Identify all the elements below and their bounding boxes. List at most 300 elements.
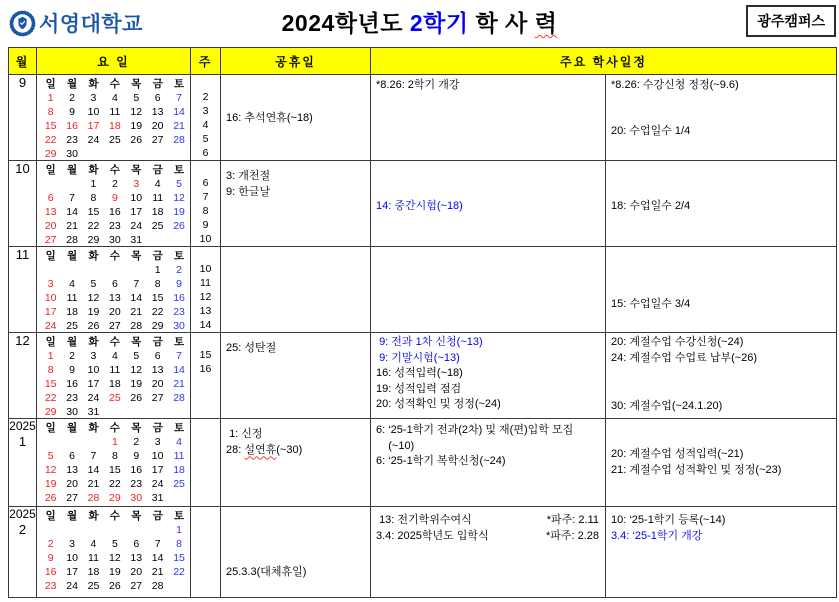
calendar-week-row xyxy=(40,434,190,448)
schedule-right-cell-9 xyxy=(606,75,837,161)
day-number: 29 xyxy=(151,320,164,332)
week-number-list xyxy=(191,247,220,332)
schedule-line: 6: ‘25-1학기 전과(2차) 및 재(편)입학 모집 xyxy=(376,424,574,436)
week-number: 6 xyxy=(202,177,209,189)
day-number: 21 xyxy=(173,120,185,132)
calendar-week-row xyxy=(40,190,190,204)
calendar-cell-2025-1 xyxy=(37,419,191,507)
day-number: 19 xyxy=(109,566,121,578)
day-number: 13 xyxy=(151,106,164,118)
day-of-week-label: 수 xyxy=(109,510,120,522)
day-number: 12 xyxy=(130,106,143,118)
holiday-cell-2025-1 xyxy=(221,419,371,507)
calendar-week-row xyxy=(40,564,190,578)
day-number: 23 xyxy=(130,478,143,490)
day-number: 19 xyxy=(173,206,185,218)
day-of-week-label: 금 xyxy=(152,78,163,90)
week-number: 3 xyxy=(202,105,209,117)
day-number: 18 xyxy=(66,306,78,318)
month-label: 1 xyxy=(18,434,27,449)
week-number: 2 xyxy=(202,91,209,103)
schedule-line: (~10) xyxy=(376,439,415,452)
day-number: 20 xyxy=(151,378,164,390)
day-number: 17 xyxy=(151,464,164,476)
day-of-week-label: 월 xyxy=(67,336,78,348)
day-of-week-label: 목 xyxy=(131,164,142,176)
schedule-line: 24: 계절수업 수업료 납부(~26) xyxy=(611,351,758,364)
day-number: 2 xyxy=(69,350,75,362)
day-number: 22 xyxy=(44,392,57,404)
week-cell-2025-1 xyxy=(191,419,221,507)
day-of-week-label: 화 xyxy=(88,336,99,348)
day-of-week-label: 토 xyxy=(173,336,185,348)
month-cell-10 xyxy=(9,161,37,247)
day-number: 27 xyxy=(66,492,78,504)
day-number: 28 xyxy=(173,392,185,404)
day-number: 26 xyxy=(130,134,143,146)
day-number: 14 xyxy=(87,464,100,476)
day-number: 18 xyxy=(109,120,121,132)
week-number-list xyxy=(191,507,220,592)
month-label: 10 xyxy=(15,161,30,176)
day-of-week-label: 수 xyxy=(109,422,120,434)
day-number: 10 xyxy=(44,292,57,304)
mini-calendar-9 xyxy=(37,75,190,160)
day-number: 23 xyxy=(66,392,78,404)
holiday-line: 1: 신정 xyxy=(226,428,263,440)
day-of-week-label: 금 xyxy=(152,164,163,176)
day-number: 9 xyxy=(133,450,140,462)
day-number: 17 xyxy=(130,206,143,218)
calendar-cell-9 xyxy=(37,75,191,161)
calendar-cell-12 xyxy=(37,333,191,419)
day-number: 7 xyxy=(90,450,97,462)
week-number: 4 xyxy=(202,119,209,131)
day-number: 26 xyxy=(130,392,143,404)
holiday-cell-2025-2 xyxy=(221,507,371,598)
day-number: 28 xyxy=(173,134,185,146)
day-number: 12 xyxy=(44,464,57,476)
day-of-week-label: 월 xyxy=(67,422,78,434)
day-number: 3 xyxy=(90,350,97,362)
week-cell-12 xyxy=(191,333,221,419)
day-of-week-label: 월 xyxy=(67,510,78,522)
schedule-right-cell-10 xyxy=(606,161,837,247)
day-number: 8 xyxy=(154,278,161,290)
month-label: 11 xyxy=(15,247,30,262)
calendar-week-row xyxy=(40,290,190,304)
day-number: 10 xyxy=(87,106,100,118)
day-number: 15 xyxy=(44,378,57,390)
day-number: 3 xyxy=(69,538,75,550)
day-number: 8 xyxy=(90,192,97,204)
week-number xyxy=(191,564,220,578)
day-number: 28 xyxy=(66,234,78,246)
day-number: 4 xyxy=(111,350,118,362)
schedule-line: 18: 수업일수 2/4 xyxy=(611,200,691,212)
mini-calendar-12 xyxy=(37,333,190,418)
week-number xyxy=(191,448,220,462)
day-number: 21 xyxy=(66,220,78,232)
week-number: 13 xyxy=(199,305,212,317)
schedule-right-cell-2025-2 xyxy=(606,507,837,598)
day-number: 2 xyxy=(69,92,75,104)
day-number: 25 xyxy=(109,134,121,146)
schedule-line: 30: 계절수업(~24.1.20) xyxy=(611,400,723,412)
schedule-left-cell-9 xyxy=(371,75,606,161)
day-number: 5 xyxy=(47,450,54,462)
col-header-week: 주 xyxy=(191,48,221,75)
day-number: 26 xyxy=(109,580,121,592)
day-number: 20 xyxy=(66,478,78,490)
holiday-line-part: 28: xyxy=(226,443,245,456)
day-number: 16 xyxy=(44,566,57,578)
day-number: 29 xyxy=(109,492,121,504)
day-number: 29 xyxy=(87,234,100,246)
week-number: 12 xyxy=(199,291,212,303)
month-row-9 xyxy=(9,75,837,161)
schedule-line-note: *파주: 2.28 xyxy=(545,529,599,542)
day-number: 4 xyxy=(111,92,118,104)
calendar-cell-2025-2 xyxy=(37,507,191,598)
day-number: 13 xyxy=(109,292,121,304)
month-label: 2025 xyxy=(9,507,36,521)
day-of-week-label: 목 xyxy=(131,336,142,348)
schedule-line: *8.26: 2학기 개강 xyxy=(376,79,460,91)
col-header-holiday: 공휴일 xyxy=(221,48,371,75)
day-number: 13 xyxy=(44,206,57,218)
day-number: 11 xyxy=(66,292,78,304)
mini-calendar-2025-1 xyxy=(37,419,190,504)
day-of-week-header xyxy=(40,334,190,348)
day-of-week-header xyxy=(40,76,190,90)
month-cell-12 xyxy=(9,333,37,419)
schedule-right-cell-12 xyxy=(606,333,837,419)
campus-button[interactable]: 광주캠퍼스 xyxy=(746,5,836,37)
schedule-right-cell-2025-1 xyxy=(606,419,837,507)
schedule-line: 6: ‘25-1학기 복학신청(~24) xyxy=(376,455,506,467)
schedule-line: 21: 계절수업 성적확인 및 정정(~23) xyxy=(611,463,782,476)
mini-calendar-2025-2 xyxy=(37,507,190,592)
calendar-week-row xyxy=(40,536,190,550)
week-number: 11 xyxy=(200,277,211,289)
day-of-week-label: 금 xyxy=(152,422,163,434)
day-number: 3 xyxy=(133,178,140,190)
day-of-week-label: 일 xyxy=(45,78,56,90)
week-number xyxy=(191,578,220,592)
calendar-week-row xyxy=(40,90,190,104)
day-number: 30 xyxy=(66,148,78,160)
day-number: 24 xyxy=(130,220,143,232)
col-header-month: 월 xyxy=(9,48,37,75)
day-number: 25 xyxy=(173,478,185,490)
calendar-week-row xyxy=(40,462,190,476)
week-number: 10 xyxy=(199,233,212,245)
day-number: 28 xyxy=(130,320,143,332)
mini-calendar-11 xyxy=(37,247,190,332)
calendar-week-row xyxy=(40,104,190,118)
calendar-week-row xyxy=(40,146,190,160)
calendar-week-row xyxy=(40,132,190,146)
day-of-week-label: 화 xyxy=(88,250,99,262)
day-of-week-header xyxy=(40,248,190,262)
week-number-list xyxy=(191,75,220,160)
day-number: 23 xyxy=(173,306,185,318)
week-number: 10 xyxy=(199,263,212,275)
schedule-line: *8.26: 수강신청 정정(~9.6) xyxy=(611,79,739,91)
day-number: 21 xyxy=(130,306,143,318)
day-of-week-header xyxy=(40,508,190,522)
day-number: 9 xyxy=(69,364,75,376)
calendar-week-row xyxy=(40,490,190,504)
week-cell-2025-2 xyxy=(191,507,221,598)
day-number: 17 xyxy=(87,120,100,132)
calendar-week-row xyxy=(40,176,190,190)
day-number: 13 xyxy=(66,464,78,476)
day-number: 3 xyxy=(90,92,97,104)
schedule-line xyxy=(371,529,605,545)
day-number: 5 xyxy=(111,538,118,550)
day-number: 24 xyxy=(87,392,100,404)
day-number: 17 xyxy=(66,566,78,578)
calendar-week-row xyxy=(40,218,190,232)
day-of-week-label: 일 xyxy=(45,250,56,262)
day-of-week-label: 화 xyxy=(88,422,99,434)
day-number: 10 xyxy=(151,450,164,462)
day-number: 2 xyxy=(111,178,118,190)
day-of-week-label: 토 xyxy=(173,422,185,434)
day-number: 29 xyxy=(44,406,57,418)
mini-calendar-10 xyxy=(37,161,190,246)
week-number xyxy=(191,522,220,536)
holiday-line-part: (~30) xyxy=(276,443,303,456)
day-of-week-label: 일 xyxy=(45,336,56,348)
day-of-week-label: 수 xyxy=(109,164,120,176)
day-of-week-header xyxy=(40,420,190,434)
schedule-right-cell-11 xyxy=(606,247,837,333)
calendar-week-row xyxy=(40,348,190,362)
day-number: 18 xyxy=(109,378,121,390)
month-row-2025-2 xyxy=(9,507,837,598)
day-number: 8 xyxy=(111,450,118,462)
calendar-week-row xyxy=(40,522,190,536)
holiday-cell-12 xyxy=(221,333,371,419)
day-number: 3 xyxy=(47,278,54,290)
calendar-week-row xyxy=(40,390,190,404)
day-number: 2 xyxy=(133,436,140,448)
day-number: 28 xyxy=(151,580,164,592)
schedule-line: 3.4: ‘25-1학기 개강 xyxy=(611,529,703,542)
day-number: 19 xyxy=(44,478,57,490)
day-of-week-label: 토 xyxy=(173,164,185,176)
day-number: 14 xyxy=(130,292,143,304)
week-number: 16 xyxy=(199,363,212,375)
day-of-week-label: 토 xyxy=(173,78,185,90)
day-number: 23 xyxy=(109,220,121,232)
week-number xyxy=(191,476,220,490)
day-of-week-label: 월 xyxy=(67,78,78,90)
day-number: 22 xyxy=(44,134,57,146)
day-number: 6 xyxy=(47,192,54,204)
week-number-list xyxy=(191,419,220,504)
day-number: 11 xyxy=(88,552,99,564)
month-row-2025-1 xyxy=(9,419,837,507)
week-number: 7 xyxy=(202,191,209,203)
day-number: 7 xyxy=(176,350,182,362)
day-number: 7 xyxy=(133,278,140,290)
page-title xyxy=(0,5,839,38)
day-number: 10 xyxy=(66,552,78,564)
schedule-line: 10: ‘25-1학기 등록(~14) xyxy=(611,514,726,526)
day-number: 26 xyxy=(87,320,100,332)
month-label: 2025 xyxy=(9,419,36,433)
day-number: 9 xyxy=(111,192,118,204)
col-header-days: 요 일 xyxy=(37,48,191,75)
week-number xyxy=(191,404,220,418)
col-header-schedule: 주요 학사일정 xyxy=(371,48,837,75)
day-number: 13 xyxy=(151,364,164,376)
month-cell-11 xyxy=(9,247,37,333)
day-number: 20 xyxy=(151,120,164,132)
day-number: 21 xyxy=(151,566,164,578)
day-number: 22 xyxy=(87,220,100,232)
month-label: 9 xyxy=(18,75,27,90)
day-number: 1 xyxy=(47,92,54,104)
schedule-line: 20: 수업일수 1/4 xyxy=(611,124,691,137)
day-number: 26 xyxy=(173,220,185,232)
week-number xyxy=(191,434,220,448)
day-number: 14 xyxy=(173,106,185,118)
day-number: 2 xyxy=(176,264,182,276)
day-number: 26 xyxy=(44,492,57,504)
calendar-week-row xyxy=(40,118,190,132)
day-number: 16 xyxy=(66,120,78,132)
schedule-left-cell-12 xyxy=(371,333,606,419)
day-number: 27 xyxy=(130,580,143,592)
day-of-week-label: 금 xyxy=(152,510,163,522)
week-cell-11 xyxy=(191,247,221,333)
calendar-week-row xyxy=(40,232,190,246)
day-number: 16 xyxy=(109,206,121,218)
day-number: 7 xyxy=(69,192,75,204)
day-of-week-label: 금 xyxy=(152,336,163,348)
holiday-line xyxy=(221,443,370,459)
day-of-week-label: 화 xyxy=(88,164,99,176)
day-number: 16 xyxy=(130,464,143,476)
day-number: 5 xyxy=(90,278,97,290)
schedule-line-note: *파주: 2.11 xyxy=(546,514,599,526)
calendar-week-row xyxy=(40,362,190,376)
month-row-12 xyxy=(9,333,837,419)
day-number: 12 xyxy=(173,192,185,204)
day-number: 25 xyxy=(109,392,121,404)
day-number: 30 xyxy=(130,492,143,504)
page-title-part: 학 사 xyxy=(468,10,535,36)
week-number: 6 xyxy=(202,147,209,159)
day-number: 15 xyxy=(151,292,164,304)
day-number: 1 xyxy=(176,524,182,536)
day-number: 8 xyxy=(47,364,54,376)
schedule-left-cell-10 xyxy=(371,161,606,247)
schedule-line: 9: 기말시험(~13) xyxy=(376,351,460,364)
day-number: 27 xyxy=(151,392,164,404)
day-number: 15 xyxy=(173,552,185,564)
day-number: 23 xyxy=(44,580,57,592)
day-number: 6 xyxy=(154,350,161,362)
day-number: 16 xyxy=(173,292,185,304)
day-number: 11 xyxy=(152,192,164,204)
day-of-week-label: 토 xyxy=(173,250,185,262)
day-number: 6 xyxy=(154,92,161,104)
week-number: 5 xyxy=(202,133,209,145)
day-number: 20 xyxy=(130,566,143,578)
holiday-line: 9: 한글날 xyxy=(226,185,271,198)
day-of-week-label: 목 xyxy=(131,78,142,90)
schedule-line: 20: 계절수업 성적입력(~21) xyxy=(611,448,744,460)
day-number: 8 xyxy=(176,538,182,550)
day-number: 24 xyxy=(44,320,57,332)
schedule-line: 9: 전과 1차 신청(~13) xyxy=(376,336,483,348)
day-number: 30 xyxy=(173,320,185,332)
day-number: 14 xyxy=(66,206,78,218)
calendar-cell-11 xyxy=(37,247,191,333)
day-number: 29 xyxy=(44,148,57,160)
day-of-week-label: 금 xyxy=(152,250,163,262)
calendar-week-row xyxy=(40,204,190,218)
day-of-week-label: 목 xyxy=(131,510,142,522)
day-number: 7 xyxy=(154,538,161,550)
calendar-cell-10 xyxy=(37,161,191,247)
day-number: 14 xyxy=(173,364,185,376)
day-of-week-label: 화 xyxy=(88,510,99,522)
day-number: 12 xyxy=(130,364,143,376)
day-number: 30 xyxy=(109,234,121,246)
day-number: 6 xyxy=(111,278,118,290)
day-number: 22 xyxy=(109,478,121,490)
day-number: 9 xyxy=(47,552,54,564)
day-number: 20 xyxy=(109,306,121,318)
week-cell-9 xyxy=(191,75,221,161)
academic-calendar-table xyxy=(8,47,837,598)
day-of-week-label: 월 xyxy=(67,164,78,176)
schedule-line: 14: 중간시험(~18) xyxy=(376,200,463,212)
calendar-week-row xyxy=(40,318,190,332)
table-header-row xyxy=(9,48,837,75)
month-row-11 xyxy=(9,247,837,333)
day-number: 31 xyxy=(130,234,143,246)
day-of-week-label: 수 xyxy=(109,250,120,262)
day-number: 6 xyxy=(69,450,75,462)
day-number: 30 xyxy=(66,406,78,418)
month-cell-2025-2 xyxy=(9,507,37,598)
day-number: 17 xyxy=(44,306,57,318)
week-number: 14 xyxy=(199,319,212,331)
month-cell-9 xyxy=(9,75,37,161)
holiday-cell-11 xyxy=(221,247,371,333)
day-number: 27 xyxy=(44,234,57,246)
day-of-week-label: 토 xyxy=(173,510,185,522)
day-number: 10 xyxy=(130,192,143,204)
day-of-week-label: 화 xyxy=(88,78,99,90)
schedule-line xyxy=(371,513,605,529)
day-number: 31 xyxy=(151,492,164,504)
week-number-list xyxy=(191,333,220,418)
holiday-line: 25.3.3(대체휴일) xyxy=(226,566,307,578)
week-number: 15 xyxy=(199,349,212,361)
day-number: 10 xyxy=(87,364,100,376)
calendar-week-row xyxy=(40,262,190,276)
day-of-week-label: 목 xyxy=(131,422,142,434)
